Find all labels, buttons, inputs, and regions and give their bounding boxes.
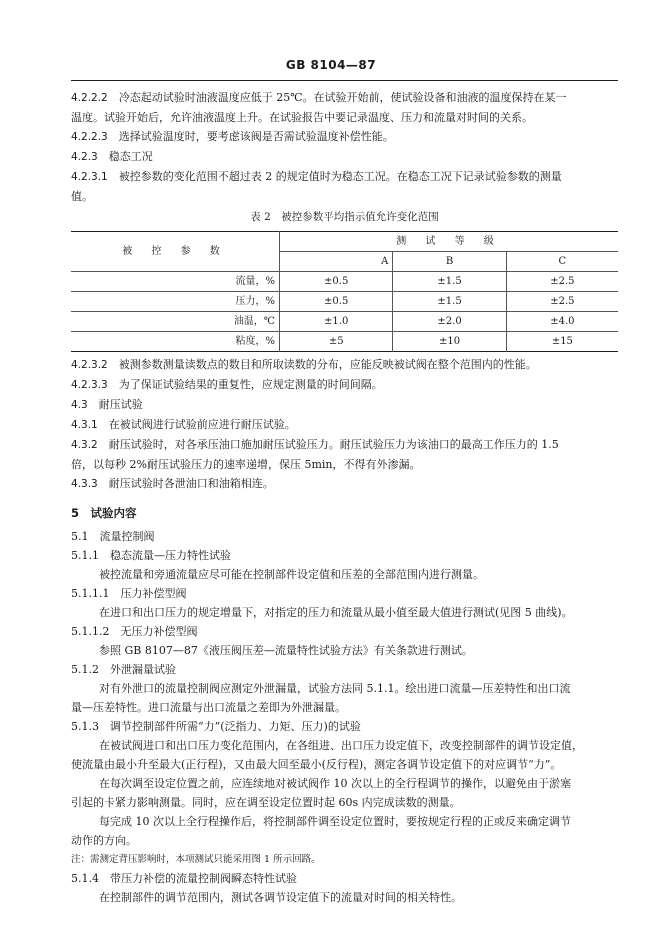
param-cell: 油温，℃ bbox=[71, 312, 280, 332]
paragraph-text: 被控参数的变化范围不超过表 2 的规定值时为稳态工况。在稳态工况下记录试验参数的测量 bbox=[118, 170, 562, 183]
section-number: 4.2.3.1 bbox=[71, 171, 108, 183]
table-row bbox=[71, 332, 618, 352]
grade-a-header: A bbox=[280, 252, 393, 272]
paragraph-5-1-1-2: 参照 GB 8107—87《液压阀压差—流量特性试验方法》有关条款进行测试。 bbox=[99, 644, 473, 657]
value-cell: ±4.0 bbox=[506, 312, 618, 332]
paragraph-5-1-3-c: 每完成 10 次以上全行程操作后，将控制部件调至设定位置时，要按规定行程的正或反来确定调节 bbox=[99, 815, 571, 828]
value-cell: ±1.5 bbox=[393, 292, 506, 312]
paragraph-text: 冷态起动试验时油液温度应低于 25℃。在试验开始前，使试验设备和油液的温度保持在某一 bbox=[118, 91, 567, 104]
paragraph-continuation: 引起的卡紧力影响测量。同时，应在调至设定位置时起 60s 内完成读数的测量。 bbox=[71, 796, 461, 809]
value-cell: ±0.5 bbox=[280, 272, 393, 292]
section-number: 4.2.3.3 bbox=[71, 379, 108, 391]
section-number: 4.2.3 bbox=[71, 151, 98, 163]
section-5-heading: 5 试验内容 bbox=[71, 506, 137, 520]
value-cell: ±0.5 bbox=[280, 292, 393, 312]
value-cell: ±2.5 bbox=[506, 272, 618, 292]
paragraph-5-1-1: 被控流量和旁通流量应尽可能在控制部件设定值和压差的全部范围内进行测量。 bbox=[99, 568, 484, 581]
paragraph-continuation: 使流量由最小升至最大(正行程)，又由最大回至最小(反行程)，测定各调节设定值下的对应调节“力”。 bbox=[71, 758, 562, 771]
section-number: 4.2.2.2 bbox=[71, 92, 108, 104]
value-cell: ±2.0 bbox=[393, 312, 506, 332]
paragraph-4-2-2-2 bbox=[71, 88, 618, 108]
table-row bbox=[71, 272, 618, 292]
paragraph-4-3-3 bbox=[71, 474, 618, 494]
paragraph-text: 耐压试验时，对各承压油口施加耐压试验压力。耐压试验压力为该油口的最高工作压力的 1.5 bbox=[108, 438, 559, 451]
paragraph-5-1-1-1: 在进口和出口压力的规定增量下，对指定的压力和流量从最小值至最大值进行测试(见图 5 曲线)。 bbox=[99, 606, 573, 619]
heading-text: 稳态工况 bbox=[108, 150, 153, 163]
section-number: 4.2.2.3 bbox=[71, 131, 108, 143]
paragraph-text: 被测参数测量读数点的数目和所取读数的分布，应能反映被试阀在整个范围内的性能。 bbox=[118, 358, 537, 371]
header-rule bbox=[71, 80, 618, 81]
heading-4-2-3 bbox=[71, 147, 618, 167]
paragraph-4-2-3-1 bbox=[71, 167, 618, 187]
param-cell: 压力，% bbox=[71, 292, 280, 312]
heading-5-1-3: 5.1.3 调节控制部件所需“力”(泛指力、力矩、压力)的试验 bbox=[71, 720, 361, 733]
value-cell: ±1.5 bbox=[393, 272, 506, 292]
page-header: GB 8104—87 bbox=[285, 58, 377, 72]
paragraph-5-1-3-b: 在每次调至设定位置之前，应连续地对被试阀作 10 次以上的全行程调节的操作，以避免由于淤塞 bbox=[99, 777, 571, 790]
heading-5-1-1: 5.1.1 稳态流量—压力特性试验 bbox=[71, 549, 231, 562]
paragraph-continuation: 倍，以每秒 2%耐压试验压力的速率递增，保压 5min，不得有外渗漏。 bbox=[71, 458, 421, 471]
value-cell: ±1.0 bbox=[280, 312, 393, 332]
value-cell: ±15 bbox=[506, 332, 618, 352]
paragraph-4-2-3-3 bbox=[71, 375, 618, 395]
paragraph-text: 选择试验温度时，要考虑该阀是否需试验温度补偿性能。 bbox=[118, 130, 394, 143]
paragraph-continuation: 量—压差特性。进口流量与出口流量之差即为外泄漏量。 bbox=[71, 701, 346, 714]
section-number: 4.3.2 bbox=[71, 439, 98, 451]
heading-5-1-1-1: 5.1.1.1 压力补偿型阀 bbox=[71, 587, 187, 600]
section-number: 4.2.3.2 bbox=[71, 359, 108, 371]
note: 注：需测定背压影响时，本项测试只能采用图 1 所示回路。 bbox=[71, 854, 321, 865]
param-cell: 流量，% bbox=[71, 272, 280, 292]
paragraph-continuation: 动作的方向。 bbox=[71, 834, 137, 847]
heading-5-1-4: 5.1.4 带压力补偿的流量控制阀瞬态特性试验 bbox=[71, 872, 297, 885]
section-number: 4.3.1 bbox=[71, 419, 98, 431]
paragraph-5-1-3: 在被试阀进口和出口压力变化范围内，在各组进、出口压力设定值下，改变控制部件的调节设定值， bbox=[99, 739, 583, 752]
table-title: 表 2 被控参数平均指示值允许变化范围 bbox=[250, 211, 439, 223]
heading-5-1-2: 5.1.2 外泄漏量试验 bbox=[71, 663, 176, 676]
section-number: 4.3 bbox=[71, 399, 88, 411]
paragraph-text: 为了保证试验结果的重复性，应规定测量的时间间隔。 bbox=[118, 378, 383, 391]
paragraph-4-3-2 bbox=[71, 435, 618, 455]
table-row bbox=[71, 292, 618, 312]
paragraph-text: 在被试阀进行试验前应进行耐压试验。 bbox=[108, 418, 296, 431]
paragraph-5-1-4: 在控制部件的调节范围内，测试各调节设定值下的流量对时间的相关特性。 bbox=[99, 891, 462, 904]
paragraph-4-3-1 bbox=[71, 415, 618, 435]
param-column-header: 被 控 参 数 bbox=[71, 232, 280, 272]
paragraph-4-2-3-2 bbox=[71, 355, 618, 375]
section-number: 4.3.3 bbox=[71, 478, 98, 490]
grade-c-header: C bbox=[506, 252, 618, 272]
paragraph-4-2-2-3 bbox=[71, 127, 618, 147]
page-content bbox=[71, 88, 618, 907]
parameter-table bbox=[71, 231, 618, 352]
value-cell: ±5 bbox=[280, 332, 393, 352]
paragraph-text: 耐压试验时各泄油口和油箱相连。 bbox=[108, 477, 274, 490]
param-cell: 粘度，% bbox=[71, 332, 280, 352]
heading-5-1-1-2: 5.1.1.2 无压力补偿型阀 bbox=[71, 625, 198, 638]
grade-column-header: 测 试 等 级 bbox=[280, 232, 619, 252]
table-row bbox=[71, 312, 618, 332]
paragraph-5-1-2: 对有外泄口的流量控制阀应测定外泄漏量，试验方法同 5.1.1。绘出进口流量—压差特性和出口流 bbox=[99, 682, 571, 695]
grade-b-header: B bbox=[393, 252, 506, 272]
table-header-row bbox=[71, 232, 618, 252]
paragraph-continuation: 温度。试验开始后，允许油液温度上升。在试验报告中要记录温度、压力和流量对时间的关系。 bbox=[71, 111, 533, 124]
value-cell: ±2.5 bbox=[506, 292, 618, 312]
paragraph-continuation: 值。 bbox=[71, 190, 93, 203]
value-cell: ±10 bbox=[393, 332, 506, 352]
heading-text: 耐压试验 bbox=[98, 398, 143, 411]
heading-5-1: 5.1 流量控制阀 bbox=[71, 530, 155, 543]
heading-4-3 bbox=[71, 395, 618, 415]
